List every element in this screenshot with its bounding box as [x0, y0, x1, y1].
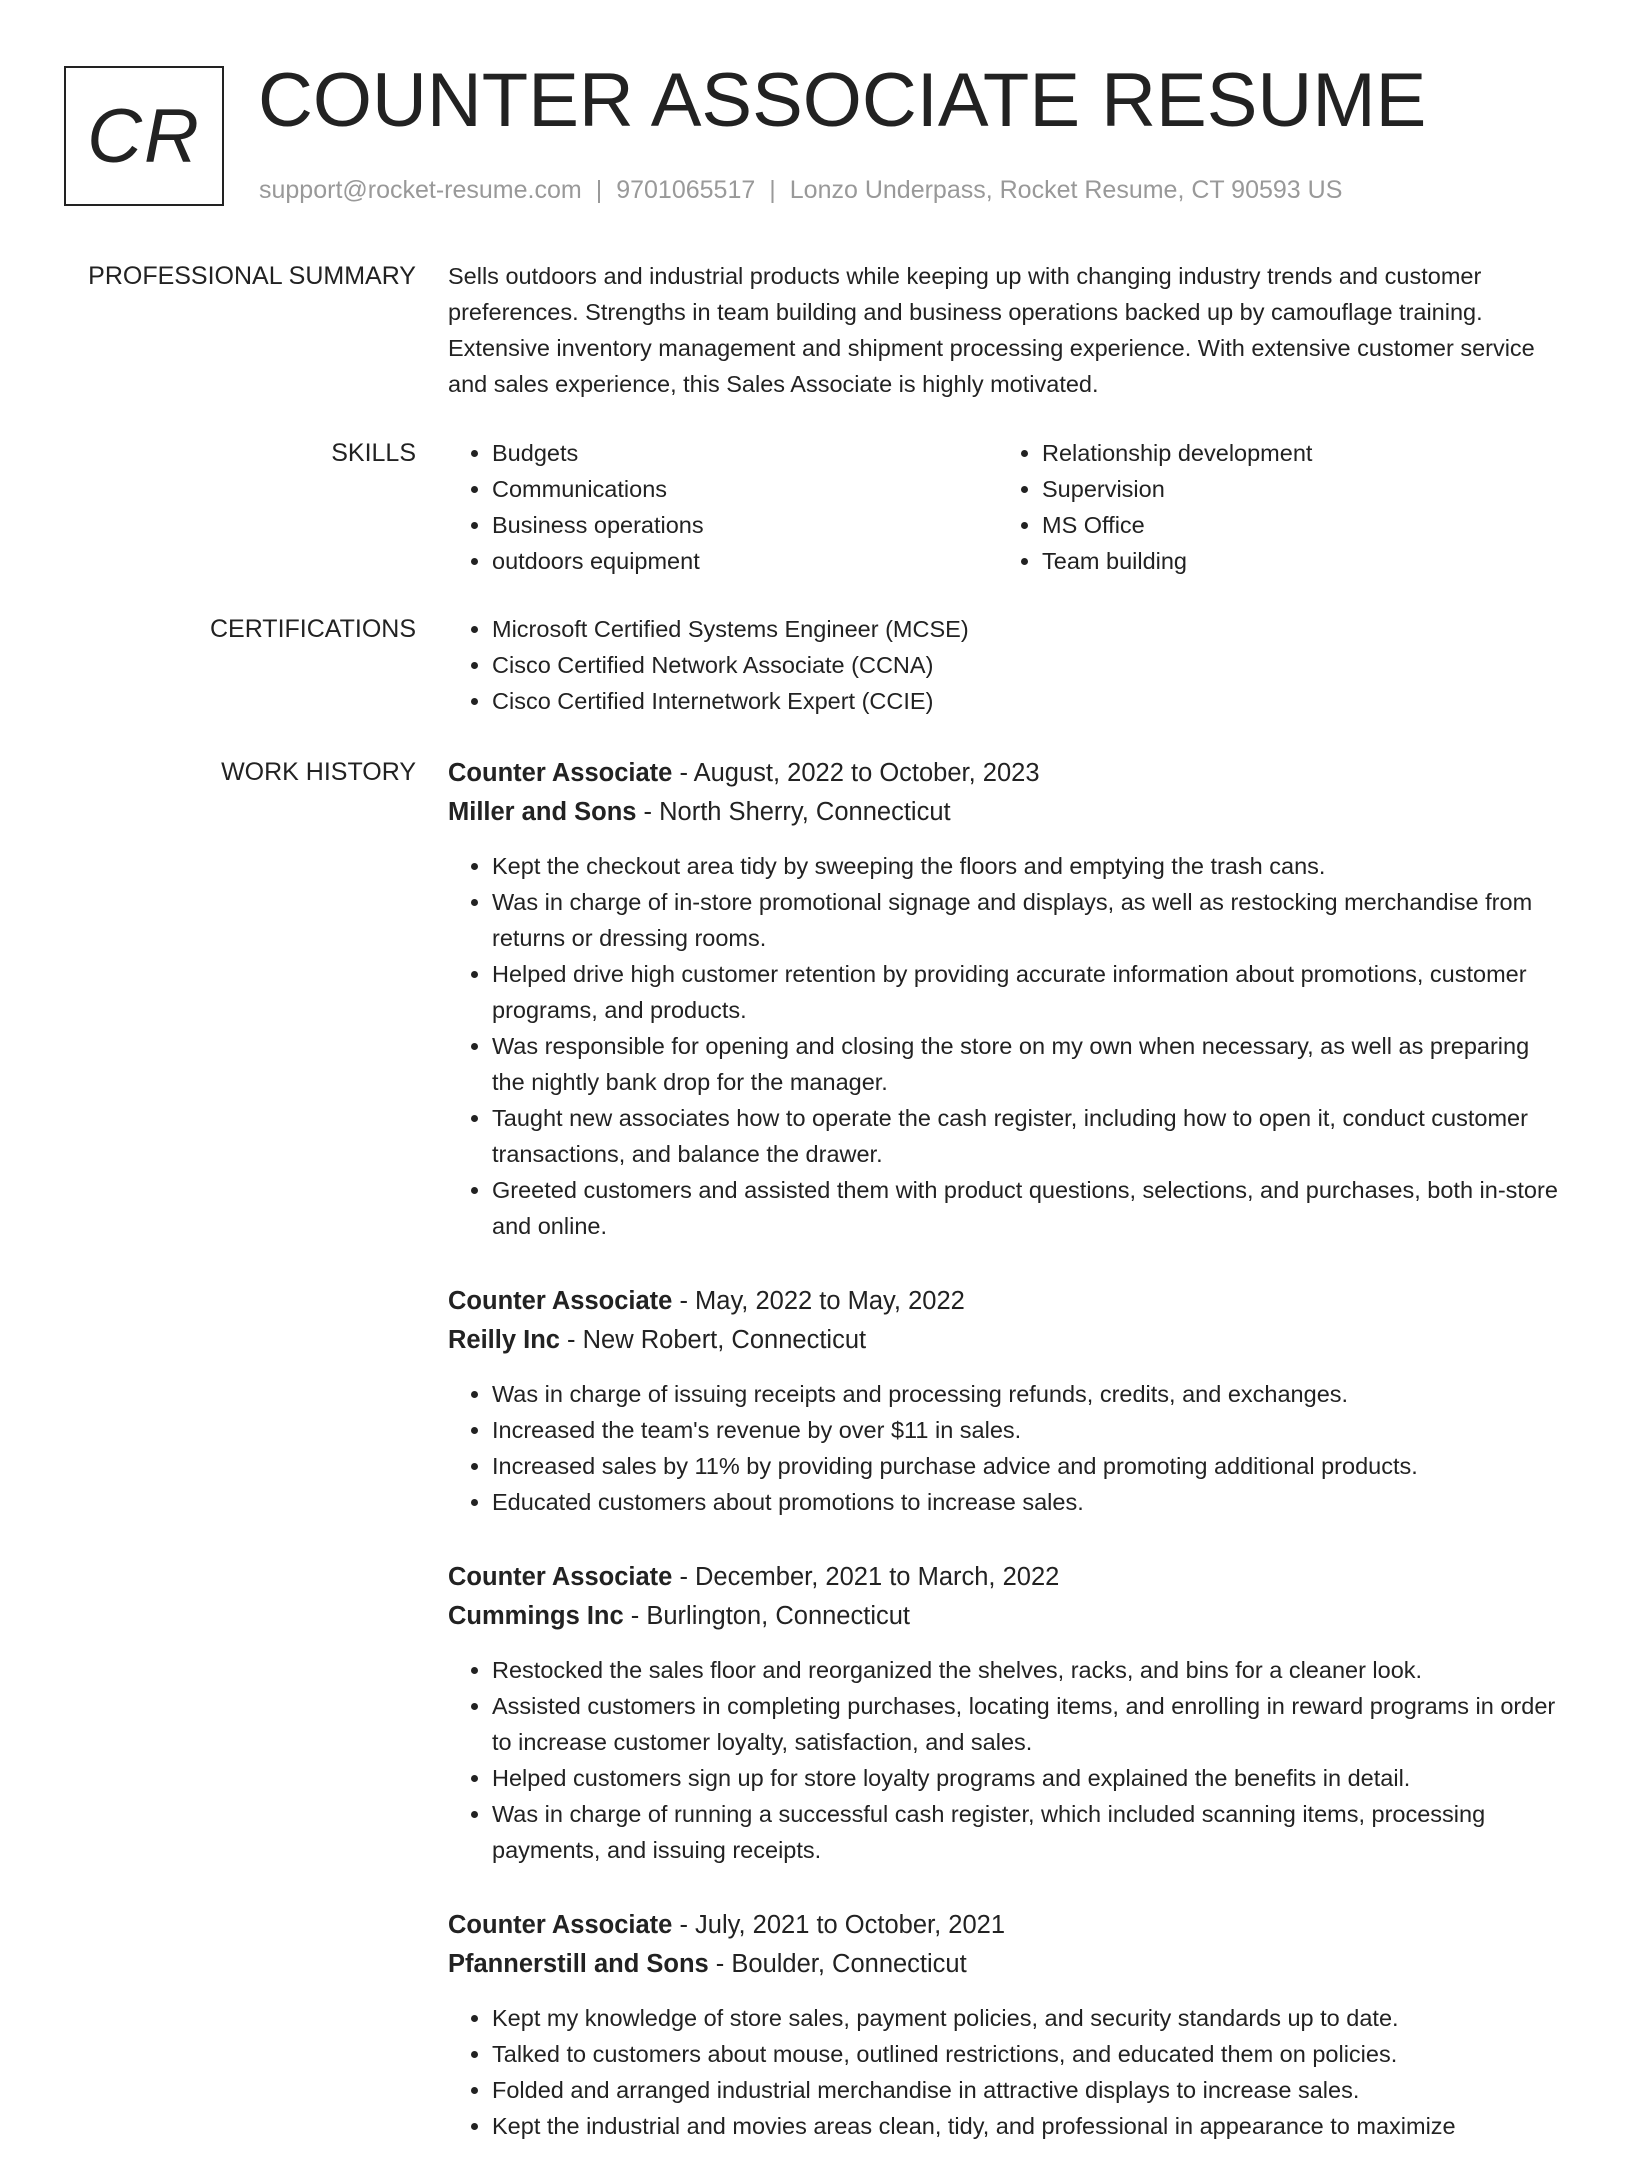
page-title: COUNTER ASSOCIATE RESUME [258, 58, 1427, 143]
contact-separator: | [769, 176, 776, 204]
job-bullets [448, 1652, 1568, 1868]
contact-separator: | [595, 176, 603, 204]
job-bullet: • Restocked the sales floor and reorganized the shelves, racks, and bins for a cleaner look. [492, 1652, 1568, 1688]
certification-item: • Cisco Certified Internetwork Expert (CCIE) [492, 683, 1568, 719]
job-company: Reilly Inc [448, 1326, 560, 1354]
job-bullet: • Greeted customers and assisted them with product questions, selections, and purchases, both in-store and online. [492, 1172, 1568, 1244]
job-title-line [448, 1282, 1568, 1321]
job-title: Counter Associate [448, 1911, 673, 1939]
skill-item: • Relationship development [1042, 435, 1548, 471]
contact-address: Lonzo Underpass, Rocket Resume, CT 90593 US [789, 176, 1343, 204]
job-bullet: • Was in charge of in-store promotional signage and displays, as well as restocking merchandise from returns or dressing rooms. [492, 884, 1568, 956]
skills-heading: SKILLS [331, 439, 416, 467]
job-entry [448, 1906, 1568, 2144]
summary-body [448, 258, 1568, 402]
job-location: - New Robert, Connecticut [559, 1326, 867, 1354]
job-entry [448, 1282, 1568, 1520]
job-company-line [448, 1597, 1568, 1636]
job-title-line [448, 754, 1568, 793]
summary-heading: PROFESSIONAL SUMMARY [88, 262, 416, 290]
job-bullet: • Folded and arranged industrial merchandise in attractive displays to increase sales. [492, 2072, 1568, 2108]
monogram-logo [64, 66, 224, 206]
job-entry [448, 1558, 1568, 1868]
job-location: - Burlington, Connecticut [623, 1602, 911, 1630]
job-title: Counter Associate [448, 1287, 673, 1315]
skill-item: • MS Office [1042, 507, 1548, 543]
job-bullet: • Kept the checkout area tidy by sweeping the floors and emptying the trash cans. [492, 848, 1568, 884]
job-bullet: • Was in charge of issuing receipts and processing refunds, credits, and exchanges. [492, 1376, 1568, 1412]
job-title: Counter Associate [448, 759, 673, 787]
job-company: Pfannerstill and Sons [448, 1950, 709, 1978]
job-bullet: • Assisted customers in completing purchases, locating items, and enrolling in reward programs in order to increase customer loyalty, satisfaction, and sales. [492, 1688, 1568, 1760]
job-dates: - December, 2021 to March, 2022 [672, 1563, 1060, 1591]
job-bullet: • Kept my knowledge of store sales, payment policies, and security standards up to date. [492, 2000, 1568, 2036]
job-entry [448, 754, 1568, 1244]
job-bullet: • Kept the industrial and movies areas clean, tidy, and professional in appearance to maximize [492, 2108, 1568, 2144]
job-bullet: • Increased sales by 11% by providing purchase advice and promoting additional products. [492, 1448, 1568, 1484]
job-bullets [448, 848, 1568, 1244]
job-company-line [448, 1945, 1568, 1984]
job-title: Counter Associate [448, 1563, 673, 1591]
job-title-line [448, 1906, 1568, 1945]
certifications-body [448, 611, 1568, 719]
job-bullet: • Was in charge of running a successful cash register, which included scanning items, processing payments, and issuing receipts. [492, 1796, 1568, 1868]
job-dates: - May, 2022 to May, 2022 [672, 1287, 965, 1315]
job-bullet: • Talked to customers about mouse, outlined restrictions, and educated them on policies. [492, 2036, 1568, 2072]
job-company: Cummings Inc [448, 1602, 624, 1630]
summary-text: Sells outdoors and industrial products while keeping up with changing industry trends and customer preferences. Strengths in team building and business operations backed up by camouflage training. Extensive inventory management and shipment processing experience. With extensive customer service and sales experience, this Sales Associate is highly motivated. [448, 263, 1535, 397]
skill-item: • Communications [492, 471, 998, 507]
certification-item: • Cisco Certified Network Associate (CCNA) [492, 647, 1568, 683]
job-company: Miller and Sons [448, 798, 637, 826]
skills-column-left [448, 435, 998, 579]
certifications-list [448, 611, 1568, 719]
skill-item: • Team building [1042, 543, 1548, 579]
job-bullet: • Taught new associates how to operate the cash register, including how to open it, conduct customer transactions, and balance the drawer. [492, 1100, 1568, 1172]
job-dates: - August, 2022 to October, 2023 [672, 759, 1040, 787]
skill-item: • Supervision [1042, 471, 1548, 507]
contact-phone: 9701065517 [616, 176, 756, 204]
job-location: - Boulder, Connecticut [708, 1950, 967, 1978]
job-location: - North Sherry, Connecticut [636, 798, 951, 826]
skill-item: • Budgets [492, 435, 998, 471]
contact-line [259, 176, 1342, 205]
certification-item: • Microsoft Certified Systems Engineer (MCSE) [492, 611, 1568, 647]
monogram-text: CR [87, 93, 201, 179]
job-bullet: • Helped drive high customer retention by providing accurate information about promotions, customer programs, and products. [492, 956, 1568, 1028]
skills-column-right [998, 435, 1548, 579]
skills-list [448, 435, 1568, 579]
skill-item: • outdoors equipment [492, 543, 998, 579]
job-bullet: • Educated customers about promotions to increase sales. [492, 1484, 1568, 1520]
job-company-line [448, 1321, 1568, 1360]
job-bullet: • Increased the team's revenue by over $11 in sales. [492, 1412, 1568, 1448]
work-history-body [448, 754, 1568, 2182]
job-dates: - July, 2021 to October, 2021 [672, 1911, 1006, 1939]
contact-email: support@rocket-resume.com [259, 176, 582, 204]
job-bullets [448, 2000, 1568, 2144]
job-company-line [448, 793, 1568, 832]
work-history-heading: WORK HISTORY [221, 758, 416, 786]
job-bullets [448, 1376, 1568, 1520]
job-bullet: • Helped customers sign up for store loyalty programs and explained the benefits in detail. [492, 1760, 1568, 1796]
certifications-heading: CERTIFICATIONS [209, 615, 416, 643]
job-bullet: • Was responsible for opening and closing the store on my own when necessary, as well as preparing the nightly bank drop for the manager. [492, 1028, 1568, 1100]
job-title-line [448, 1558, 1568, 1597]
skill-item: • Business operations [492, 507, 998, 543]
